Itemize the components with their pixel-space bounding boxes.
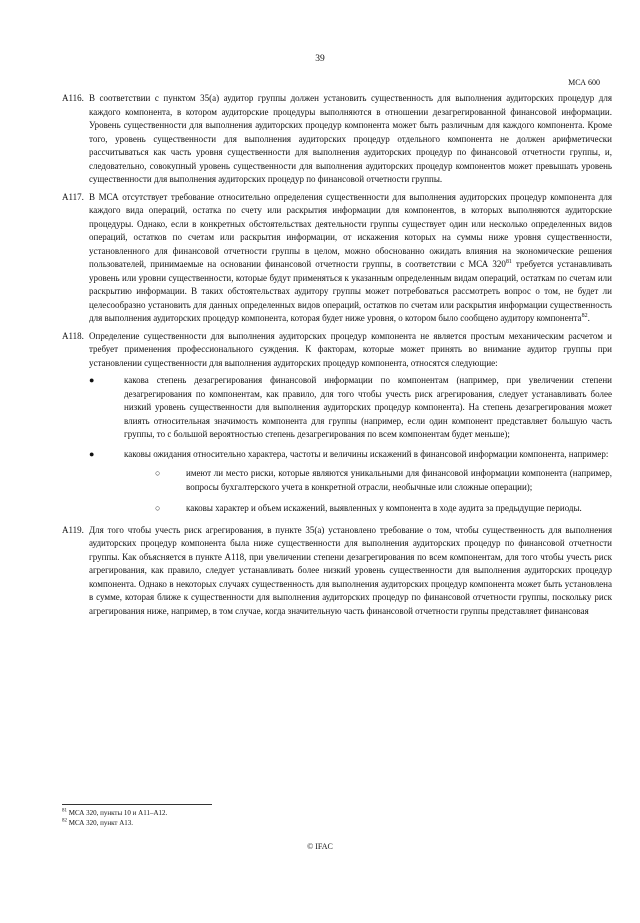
footnote-divider <box>62 804 212 805</box>
paragraph-label: A116. <box>62 93 84 103</box>
page-number: 39 <box>315 54 325 64</box>
page-footer: © IFAC <box>307 842 333 851</box>
paragraph-text: В соответствии с пунктом 35(а) аудитор группы должен установить существенность для выполнения аудиторских процедур для каждого компонента, в котором аудиторские процедуры выполняются в отношении дезагрегированной финансовой информации. Уровень существенности для выполнения аудиторских процедур компонента может быть различным для каждого компонента. Кроме того, уровень существенности для выполнения аудиторских процедур отдельного компонента не должен арифметически рассчитываться как часть уровня существенности для выполнения аудиторских процедур по финансовой отчетности группы, и, следовательно, совокупный уровень существенности для выполнения аудиторских процедур компонентов может превышать уровень существенности для выполнения аудиторских процедур по финансовой отчетности группы. <box>89 93 612 184</box>
bullet-marker: ● <box>89 375 95 385</box>
bullet-item <box>62 374 612 442</box>
footnote-ref-82: 82 <box>581 313 588 319</box>
paragraph-text: Для того чтобы учесть риск агрегирования, в пункте 35(а) установлено требование о том, чтобы существенность для выполнения аудиторских процедур компонента была ниже существенности для выполнения аудиторских процедур по финансовой отчетности группы. Как объясняется в пункте A118, при увеличении степени дезагрегирования по всем компонентам, для того чтобы учесть риск агрегирования, как правило, следует устанавливать более низкий уровень существенности для выполнения аудиторских процедур компонента. Однако в некоторых случаях существенность для выполнения аудиторских процедур компонента может быть установлена в сумме, которая ближе к существенности для выполнения аудиторских процедур по финансовой отчетности группы, поскольку риск агрегирования ниже, например, в том случае, когда значительную часть финансовой отчетности группы представляет финансовая <box>89 524 612 616</box>
footnote-82 <box>62 818 167 828</box>
text-part: В МСА отсутствует требование относительно определения существенности для выполнения аудиторских процедур компонента для каждого вида операций, остатка по счету или раскрытия информации для компонентов, в которых выполняются аудиторские процедуры. Однако, если в конкретных обстоятельствах деятельности группы существует один или несколько определенных видов операций, остатков по счетам или раскрытия информации, от искажения которых на суммы ниже уровня существенности, установленного для финансовой отчетности группы в целом, можно обоснованно ожидать влияния на экономические решения пользователей, принимаемые на основании финансовой отчетности группы, в соответствии с МСА 320 <box>89 191 612 269</box>
sub-bullet-text: каковы характер и объем искажений, выявленных у компонента в ходе аудита за предыдущие периоды. <box>186 503 582 513</box>
document-body <box>62 92 612 622</box>
sub-bullet-text: имеют ли место риски, которые являются уникальными для финансовой информации компонента (например, вопросы бухгалтерского учета в конкретной отрасли, необычные или сложные операции); <box>186 468 612 492</box>
paragraph-text: Определение существенности для выполнения аудиторских процедур компонента не является простым механическим расчетом и требует применения профессионального суждения. К факторам, которые может принять во внимание аудитор группы при установлении существенности для выполнения аудиторских процедур компонента, относятся следующие: <box>89 330 612 368</box>
paragraph-label: A119. <box>62 524 84 535</box>
sub-bullet-marker: ○ <box>155 468 161 478</box>
paragraph-a119 <box>62 524 612 619</box>
bullet-text: какова степень дезагрегирования финансовой информации по компонентам (например, при увеличении степени дезагрегирования по компонентам, как правило, для того чтобы учесть риск агрегирования, следует устанавливать более низкий уровень существенности для выполнения аудиторских процедур компонента). На степень дезагрегирования может влиять относительная значимость компонента для группы (например, если один компонент представляет большую часть группы, то с большой вероятностью степень дезагрегирования по всем компонентам будет меньше); <box>124 375 612 439</box>
paragraph-text <box>89 191 612 326</box>
paragraph-a116 <box>62 92 612 187</box>
sub-bullet-item <box>124 502 612 516</box>
footnote-text: МСА 320, пункты 10 и A11–A12. <box>67 809 168 817</box>
footnote-number: 81 <box>62 808 67 814</box>
bullet-text: каковы ожидания относительно характера, частоты и величины искажений в финансовой информации компонента, например: <box>124 448 609 459</box>
footnote-number: 82 <box>62 818 67 824</box>
sub-bullet-marker: ○ <box>155 503 161 513</box>
footnote-ref-81: 81 <box>505 259 512 265</box>
footnote-text: МСА 320, пункт A13. <box>67 819 134 827</box>
bullet-marker: ● <box>89 448 95 459</box>
paragraph-label: A117. <box>62 191 84 202</box>
paragraph-a118 <box>62 330 612 371</box>
bullet-item <box>62 448 612 462</box>
standard-reference: МСА 600 <box>568 78 600 87</box>
footnotes <box>62 808 167 828</box>
sub-bullet-item <box>124 467 612 494</box>
paragraph-label: A118. <box>62 330 84 341</box>
footnote-81 <box>62 808 167 818</box>
text-part: требуется устанавливать уровень или уровни существенности, которые будут применяться к указанным определенным видам операций, остаткам по счетам или раскрытию информации. В таких обстоятельствах аудитору группы может потребоваться рассмотреть вопрос о том, не будет ли целесообразно установить для данных определенных видов операций, остатков по счетам или раскрытия информации существенность для выполнения аудиторских процедур компонента, которая будет ниже уровня, о котором было сообщено аудитору компонента <box>89 259 612 323</box>
text-part: . <box>587 313 590 323</box>
sub-list <box>124 467 612 516</box>
paragraph-a117 <box>62 191 612 326</box>
